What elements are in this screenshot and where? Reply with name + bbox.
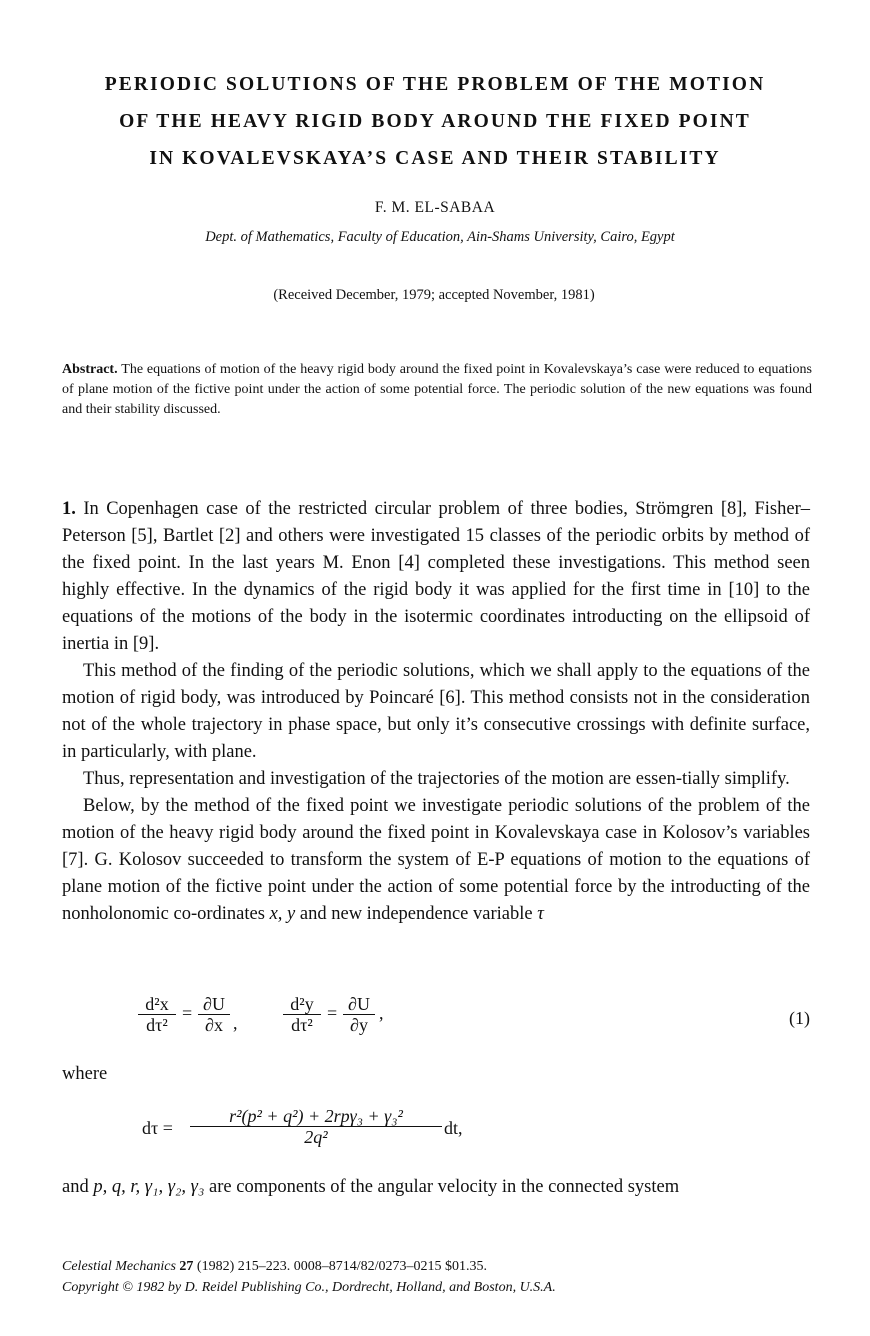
paragraph-4-text: Below, by the method of the fixed point we investigate periodic solutions of the problem of the motion of the heavy rigid body around the fixed point in Kovalevskaya case in Kolosov’s variables [7]. G. Kolosov succeeded to transform the system of E-P equations of motion to the equations of plane motion of the fictive point under the action of some potential force by the introducting of the nonholonomic co-ordinates	[62, 796, 810, 924]
eq1-lhs2-den: dτ²	[283, 1014, 321, 1035]
last-line-post: are components of the angular velocity in the connected system	[209, 1177, 680, 1197]
eq2-fraction	[190, 1106, 442, 1147]
eq2-lhs: dτ =	[142, 1118, 173, 1138]
eq1-rhs1-den: ∂x	[198, 1014, 230, 1035]
abstract	[62, 360, 812, 420]
equation-2	[142, 1098, 642, 1156]
section-number: 1.	[62, 499, 76, 519]
footer-citation-line	[62, 1256, 556, 1277]
eq1-lhs2-fraction	[283, 994, 321, 1035]
paper-title	[40, 66, 830, 177]
eq2-denominator: 2q²	[190, 1126, 442, 1147]
journal-citation: (1982) 215–223. 0008–8714/82/0273–0215 $01.35.	[196, 1259, 488, 1274]
journal-name: Celestial Mechanics	[62, 1259, 176, 1274]
paragraph-4	[62, 793, 810, 928]
abstract-label: Abstract.	[62, 362, 118, 377]
paragraph-4-tau: τ	[537, 904, 544, 924]
paragraph-3: Thus, representation and investigation of the trajectories of the motion are essen-tially simplify.	[83, 769, 790, 789]
received-dates: (Received December, 1979; accepted November, 1981)	[273, 287, 595, 303]
continuing-line	[62, 1174, 810, 1201]
author-affiliation: Dept. of Mathematics, Faculty of Education, Ain-Shams University, Cairo, Egypt	[205, 229, 675, 245]
title-line-2: OF THE HEAVY RIGID BODY AROUND THE FIXED POINT	[119, 111, 751, 132]
journal-volume: 27	[179, 1259, 194, 1274]
author-name: F. M. EL-SABAA	[374, 199, 496, 216]
eq2-tail: dt,	[444, 1118, 463, 1138]
eq1-rhs1-num: ∂U	[203, 994, 225, 1014]
last-line-vars: p, q, r, γ₁, γ₂, γ₃	[93, 1177, 205, 1197]
paragraph-4-tail: and new independence variable	[299, 904, 533, 924]
page-footer	[62, 1256, 556, 1298]
eq1-lhs1-num: d²x	[145, 994, 169, 1014]
paragraph-1	[62, 496, 810, 658]
paragraph-2: This method of the finding of the periodic solutions, which we shall apply to the equations of the motion of rigid body, was introduced by Poincaré [6]. This method consists not in the consideration not of the whole trajectory in phase space, but only it’s consecutive crossings with definite surface, in particularly, with plane.	[62, 661, 810, 762]
title-line-3: IN KOVALEVSKAYA’S CASE AND THEIR STABILITY	[149, 148, 721, 169]
eq1-lhs1-den: dτ²	[138, 1014, 176, 1035]
eq1-rhs1-fraction	[198, 994, 230, 1035]
eq1-lhs1-fraction	[138, 994, 176, 1035]
where-word: where	[62, 1064, 108, 1084]
eq1-comma-2: ,	[379, 1003, 384, 1023]
paragraph-1-text: In Copenhagen case of the restricted circular problem of three bodies, Strömgren [8], Fisher–Peterson [5], Bartlet [2] and others were investigated 15 classes of the periodic orbits by method of the fixed point. In the last years M. Enon [4] completed these investigations. This method seen highly effective. In the dynamics of the rigid body it was applied for the first time in [10] to the equations of the motions of the body in the isotermic coordinates introducting on the ellipsoid of inertia in [9].	[62, 499, 810, 654]
abstract-text: The equations of motion of the heavy rigid body around the fixed point in Kovalevskaya’s case were reduced to equations of plane motion of the fictive point under the action of some potential force. The periodic solution of the new equations was found and their stability discussed.	[62, 362, 812, 417]
section-1-body	[62, 496, 810, 928]
eq1-equals-2: =	[327, 1003, 338, 1023]
title-line-1: PERIODIC SOLUTIONS OF THE PROBLEM OF THE MOTION	[104, 74, 766, 95]
footer-copyright: Copyright © 1982 by D. Reidel Publishing Co., Dordrecht, Holland, and Boston, U.S.A.	[62, 1280, 556, 1295]
last-line-pre: and	[62, 1177, 89, 1197]
eq1-equals-1: =	[182, 1003, 193, 1023]
eq1-rhs2-den: ∂y	[343, 1014, 375, 1035]
equation-1	[138, 992, 818, 1044]
eq1-comma-1: ,	[233, 1013, 238, 1033]
eq2-numerator: r²(p² + q²) + 2rpγ₃ + γ₃²	[229, 1106, 403, 1126]
paragraph-4-vars: x, y	[269, 904, 296, 924]
eq1-lhs2-num: d²y	[290, 994, 314, 1014]
equation-number-1: (1)	[789, 1008, 810, 1028]
eq1-rhs2-num: ∂U	[348, 994, 370, 1014]
eq1-rhs2-fraction	[343, 994, 375, 1035]
